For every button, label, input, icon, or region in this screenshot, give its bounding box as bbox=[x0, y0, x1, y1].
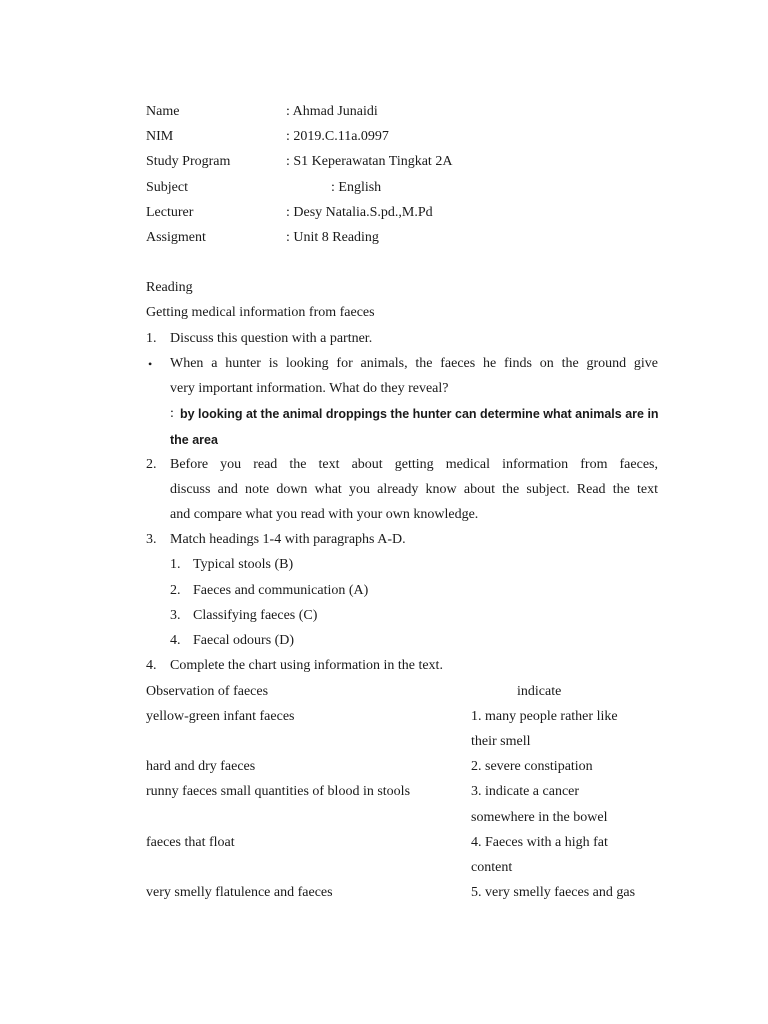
q3-item-num: 3. bbox=[170, 608, 181, 623]
chart-row-right: 2. severe constipation bbox=[471, 759, 593, 774]
chart-row-left: runny faeces small quantities of blood in stools bbox=[146, 784, 411, 799]
subtitle: Getting medical information from faeces bbox=[146, 305, 375, 320]
q1-number: 1. bbox=[146, 331, 157, 346]
header-label-nim: NIM bbox=[146, 129, 174, 144]
chart-row-right: 3. indicate a cancer bbox=[471, 784, 580, 799]
chart-row-left: faeces that float bbox=[146, 835, 235, 850]
q4-text: Complete the chart using information in the text. bbox=[170, 658, 443, 673]
header-value-name: : Ahmad Junaidi bbox=[286, 104, 378, 119]
chart-row-right: 5. very smelly faeces and gas bbox=[471, 885, 636, 900]
chart-row-left: yellow-green infant faeces bbox=[146, 709, 295, 724]
q3-number: 3. bbox=[146, 532, 157, 547]
header-value-nim: : 2019.C.11a.0997 bbox=[286, 129, 389, 144]
q3-item-text: Faeces and communication (A) bbox=[193, 583, 369, 598]
chart-row-right-cont: their smell bbox=[471, 734, 531, 749]
q2-line2: discuss and note down what you already know about the subject. Read the text bbox=[170, 482, 658, 497]
chart-row-left: hard and dry faeces bbox=[146, 759, 256, 774]
q3-item-text: Classifying faeces (C) bbox=[193, 608, 318, 623]
bullet-icon: • bbox=[148, 357, 153, 371]
q1-answer-line1: by looking at the animal droppings the hunter can determine what animals are in bbox=[180, 407, 659, 421]
q2-number: 2. bbox=[146, 457, 157, 472]
q3-item-text: Typical stools (B) bbox=[193, 557, 294, 572]
chart-col-right-header: indicate bbox=[517, 684, 562, 699]
q3-item-num: 4. bbox=[170, 633, 181, 648]
header-value-study-program: : S1 Keperawatan Tingkat 2A bbox=[286, 154, 453, 169]
chart-row-left: very smelly flatulence and faeces bbox=[146, 885, 333, 900]
q2-line1: Before you read the text about getting medical information from faeces, bbox=[170, 457, 658, 472]
q1-text: Discuss this question with a partner. bbox=[170, 331, 373, 346]
q1-bullet-line2: very important information. What do they reveal? bbox=[170, 381, 449, 396]
header-label-study-program: Study Program bbox=[146, 154, 231, 169]
q1-bullet-line1: When a hunter is looking for animals, the faeces he finds on the ground give bbox=[170, 356, 658, 371]
chart-row-right-cont: content bbox=[471, 860, 513, 875]
header-label-assignment: Assigment bbox=[146, 230, 206, 245]
q2-line3: and compare what you read with your own knowledge. bbox=[170, 507, 479, 522]
chart-row-right-cont: somewhere in the bowel bbox=[471, 810, 608, 825]
q3-text: Match headings 1-4 with paragraphs A-D. bbox=[170, 532, 406, 547]
header-label-lecturer: Lecturer bbox=[146, 205, 194, 220]
q1-answer-prefix: : bbox=[170, 406, 174, 421]
q4-number: 4. bbox=[146, 658, 157, 673]
section-title: Reading bbox=[146, 280, 193, 295]
q1-answer-line2: the area bbox=[170, 433, 218, 447]
header-label-subject: Subject bbox=[146, 180, 188, 195]
header-value-subject: : English bbox=[331, 180, 382, 195]
chart-row-right: 4. Faeces with a high fat bbox=[471, 835, 608, 850]
header-label-name: Name bbox=[146, 104, 180, 119]
q3-item-num: 2. bbox=[170, 583, 181, 598]
chart-col-left-header: Observation of faeces bbox=[146, 684, 269, 699]
q3-item-text: Faecal odours (D) bbox=[193, 633, 295, 648]
chart-row-right: 1. many people rather like bbox=[471, 709, 618, 724]
header-value-assignment: : Unit 8 Reading bbox=[286, 230, 379, 245]
q3-item-num: 1. bbox=[170, 557, 181, 572]
header-value-lecturer: : Desy Natalia.S.pd.,M.Pd bbox=[286, 205, 433, 220]
